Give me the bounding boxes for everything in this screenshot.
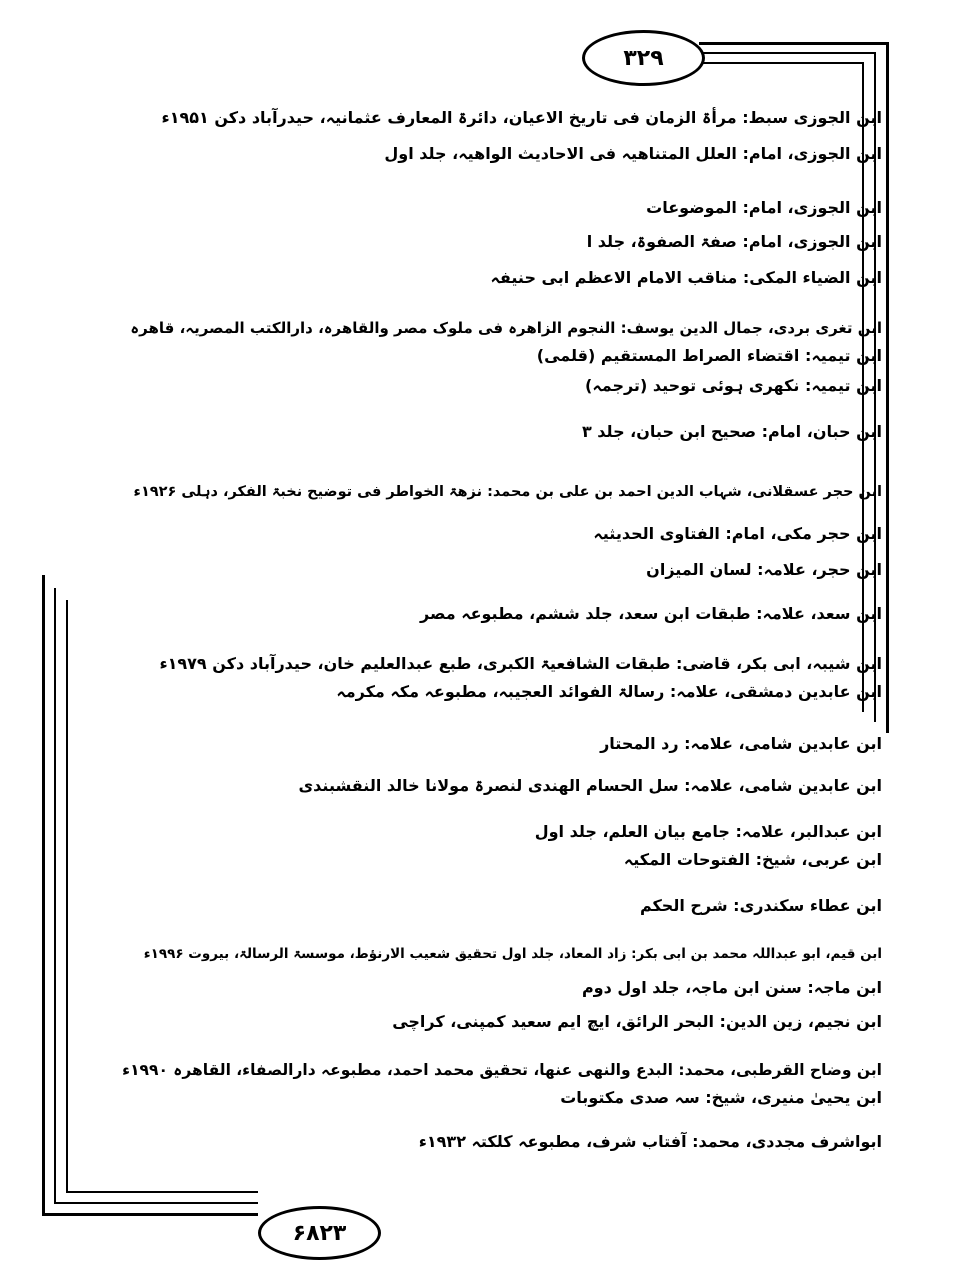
bibliography-entry: ابن عبدالبر، علامہ: جامع بیان العلم، جلد اول <box>534 822 882 841</box>
bibliography-entry: ابن عابدین شامی، علامہ: سل الحسام الهندی لنصرۃ مولانا خالد النقشبندی <box>298 776 882 795</box>
bibliography-entry: ابن عابدین دمشقی، علامہ: رسالۃ الفوائد العجیبہ، مطبوعہ مکہ مکرمہ <box>336 682 882 701</box>
bibliography-entry: ابن حجر عسقلانی، شہاب الدین احمد بن علی بن محمد: نزهۃ الخواطر فی توضیح نخبۃ الفکر، دہلی ۱۹۲۶ء <box>133 484 882 500</box>
bibliography-entry: ابن یحییٰ منیری، شیخ: سہ صدی مکتوبات <box>560 1088 882 1107</box>
frame-bottom-line-middle <box>54 1202 258 1204</box>
bibliography-entry: ابن عابدین شامی، علامہ: رد المحتار <box>600 734 882 753</box>
frame-left-line-middle <box>54 588 56 1204</box>
bibliography-entry: ابن حجر، علامہ: لسان المیزان <box>646 560 882 579</box>
frame-left-line-inner <box>66 600 68 1192</box>
bibliography-entry: ابن الجوزی سبط: مرأۃ الزمان فی تاریخ الاعیان، دائرۃ المعارف عثمانیہ، حیدرآباد دکن ۱۹۵۱ء <box>161 108 882 127</box>
bibliography-entry: ابن الجوزی، امام: صفۃ الصفوۃ، جلد ا <box>586 232 882 251</box>
bibliography-entry: ابن عطاء سکندری: شرح الحکم <box>639 896 882 915</box>
bibliography-entry: ابن نجیم، زین الدین: البحر الرائق، ایچ ایم سعید کمپنی، کراچی <box>392 1012 882 1031</box>
bibliography-entry: ابن قیم، ابو عبداللہ محمد بن ابی بکر: زاد المعاد، جلد اول تحقیق شعیب الارنؤط، موسسۃ الرسالۃ، بیروت ۱۹۹۶ء <box>143 946 882 962</box>
bibliography-entry: ابن تیمیہ: نکھری ہوئی توحید (ترجمہ) <box>585 376 882 395</box>
frame-top-line-middle <box>699 52 875 54</box>
frame-top-line-inner <box>699 62 863 64</box>
page-number-bottom: ۶۸۲۳ <box>258 1206 381 1260</box>
bibliography-entry: ابن الجوزی، امام: العلل المتناهیہ فی الاحادیث الواهیہ، جلد اول <box>384 144 882 163</box>
bibliography-entry: ابن سعد، علامہ: طبقات ابن سعد، جلد ششم، مطبوعہ مصر <box>420 604 882 623</box>
frame-bottom-line-inner <box>66 1191 258 1193</box>
bibliography-entry: ابن شیبہ، ابی بکر، قاضی: طبقات الشافعیۃ الکبری، طبع عبدالعلیم خان، حیدرآباد دکن ۱۹۷۹ء <box>159 654 882 673</box>
frame-bottom-line-outer <box>42 1213 258 1216</box>
bibliography-entry: ابن الضیاء المکی: مناقب الامام الاعظم ابی حنیفہ <box>490 268 882 287</box>
frame-right-line-outer <box>886 42 889 733</box>
page-number-top: ۳۲۹ <box>582 30 705 86</box>
bibliography-entry: ابن حجر مکی، امام: الفتاوی الحدیثیہ <box>593 524 882 543</box>
bibliography-entry: ابن الجوزی، امام: الموضوعات <box>646 198 882 217</box>
frame-left-line-outer <box>42 575 45 1215</box>
bibliography-entry: ابن عربی، شیخ: الفتوحات المکیہ <box>623 850 882 869</box>
bibliography-entry: ابواشرف مجددی، محمد: آفتاب شرف، مطبوعہ کلکتہ ۱۹۳۲ء <box>418 1132 882 1151</box>
bibliography-entry: ابن ماجہ: سنن ابن ماجہ، جلد اول دوم <box>581 978 882 997</box>
bibliography-entry: ابن حبان، امام: صحیح ابن حبان، جلد ۳ <box>581 422 882 441</box>
frame-top-line-outer <box>699 42 888 45</box>
bibliography-entry: ابن تغری بردی، جمال الدین یوسف: النجوم الزاهرہ فی ملوک مصر والقاهرہ، دارالکتب المصریہ، قاهرہ <box>130 319 882 337</box>
bibliography-entry: ابن تیمیہ: اقتضاء الصراط المستقیم (قلمی) <box>536 346 882 365</box>
bibliography-entry: ابن وضاح القرطبی، محمد: البدع والنهی عنها، تحقیق محمد احمد، مطبوعہ دارالصفاء، القاهرہ ۱۹۹۰ء <box>122 1061 882 1079</box>
